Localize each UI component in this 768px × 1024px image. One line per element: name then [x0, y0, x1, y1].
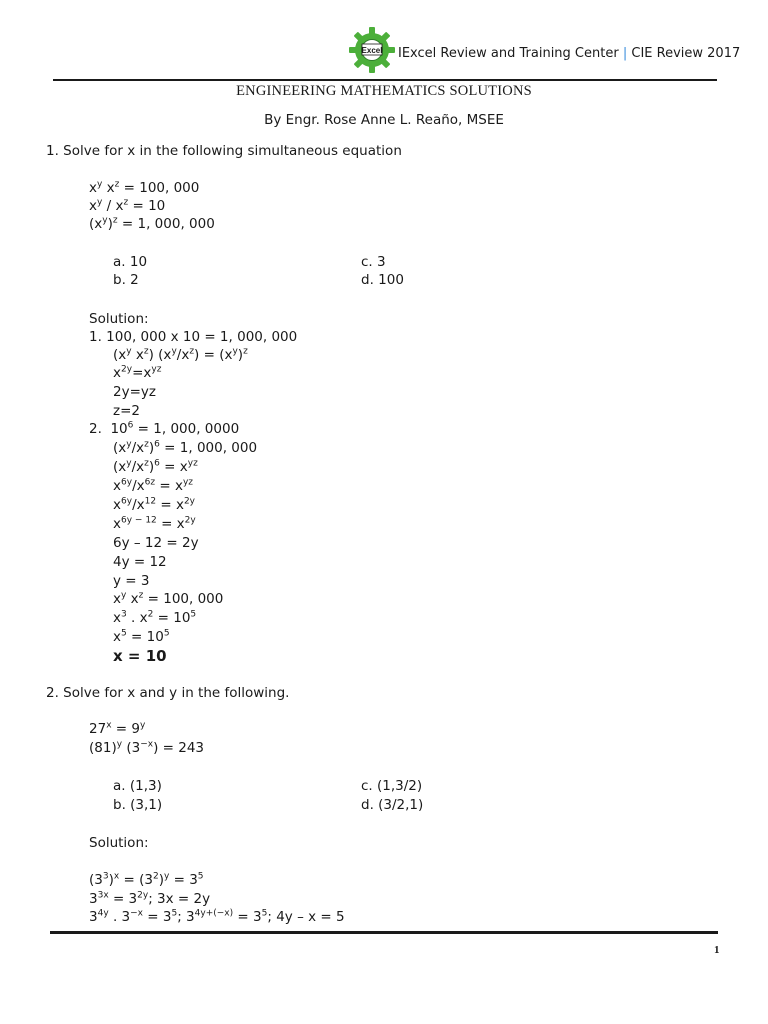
review-label: CIE Review 2017 — [631, 46, 741, 61]
page-title: ENGINEERING MATHEMATICS SOLUTIONS — [236, 83, 532, 99]
q1-choice-a: a. 10 — [113, 254, 148, 270]
q2-equation-1: $27^x = 9^y$ — [89, 720, 146, 737]
q1-step: $(x^y/x^z)^6 = 1$, 000, 000 — [113, 439, 258, 456]
q1-step-2: 2. $10^6 = 1$, 000, 0000 — [89, 420, 240, 437]
q2-step: $3^{3x} = 3^{2y}$; 3x = 2y — [89, 890, 211, 907]
q2-equation-2: $(81)^y$ $(3^{-x}) = 243$ — [89, 739, 205, 756]
q1-step-1: 1. 100, 000 x 10 = 1, 000, 000 — [89, 329, 298, 345]
q2-solution-label: Solution: — [89, 835, 149, 851]
gear-icon — [348, 26, 396, 74]
q1-step: $x^{6y - 12} = x^{2y}$ — [113, 515, 196, 532]
q1-step: z=2 — [113, 403, 140, 419]
header-separator: | — [622, 46, 628, 61]
q2-step: $(3^3)^x = (3^2)^y = 3^5$ — [89, 871, 204, 888]
q1-choice-c: c. 3 — [361, 254, 386, 270]
iexcel-logo — [348, 26, 396, 74]
q2-step: $3^{4y}$ . $3^{-x} = 3^5$; $3^{4y+(-x)} = 3^5$; 4y – x = 5 — [89, 908, 345, 925]
q1-step: $x^y$ $x^z = 100$, 000 — [113, 590, 224, 607]
q1-equation-2: $x^y / x^z = 10$ — [89, 197, 166, 214]
q1-step: $x^{6y}/x^{12} = x^{2y}$ — [113, 496, 196, 513]
q1-step: $x^{2y}=x^{yz}$ — [113, 364, 162, 381]
q1-step: 4y = 12 — [113, 554, 167, 570]
footer-rule — [50, 931, 718, 934]
center-name: IExcel Review and Training Center — [398, 46, 619, 61]
logo-text: Excel — [361, 46, 383, 55]
q1-step: ($x^y$ $x^z$) $(x^y/x^z) = (x^y)^z$ — [113, 346, 248, 363]
q1-choice-d: d. 100 — [361, 272, 404, 288]
q1-step: 2y=yz — [113, 384, 156, 400]
author-line: By Engr. Rose Anne L. Reaño, MSEE — [264, 112, 504, 128]
header-rule — [53, 79, 717, 81]
q1-step: $(x^y/x^z)^6 = x^{yz}$ — [113, 458, 198, 475]
q1-choice-b: b. 2 — [113, 272, 139, 288]
q1-step: 6y – 12 = 2y — [113, 535, 199, 551]
q1-step: $x^5 = 10^5$ — [113, 628, 170, 645]
q2-choice-b: b. (3,1) — [113, 797, 163, 813]
q2-choice-d: d. (3/2,1) — [361, 797, 424, 813]
question-2-prompt: 2. Solve for x and y in the following. — [46, 685, 290, 701]
q1-step: $x^3$ . $x^2 = 10^5$ — [113, 609, 197, 626]
header-text — [398, 46, 740, 61]
q1-answer: x = 10 — [113, 647, 167, 665]
q1-step: y = 3 — [113, 573, 150, 589]
q2-choice-a: a. (1,3) — [113, 778, 162, 794]
question-1-prompt: 1. Solve for x in the following simultaneous equation — [46, 143, 402, 159]
q1-step: $x^{6y}/x^{6z} = x^{yz}$ — [113, 477, 194, 494]
q1-equation-1: $x^y$ $x^z = 100$, 000 — [89, 179, 200, 196]
q2-choice-c: c. (1,3/2) — [361, 778, 423, 794]
page-number: 1 — [714, 944, 720, 956]
q1-solution-label: Solution: — [89, 311, 149, 327]
q1-equation-3: $(x^y)^z = 1$, 000, 000 — [89, 215, 215, 232]
